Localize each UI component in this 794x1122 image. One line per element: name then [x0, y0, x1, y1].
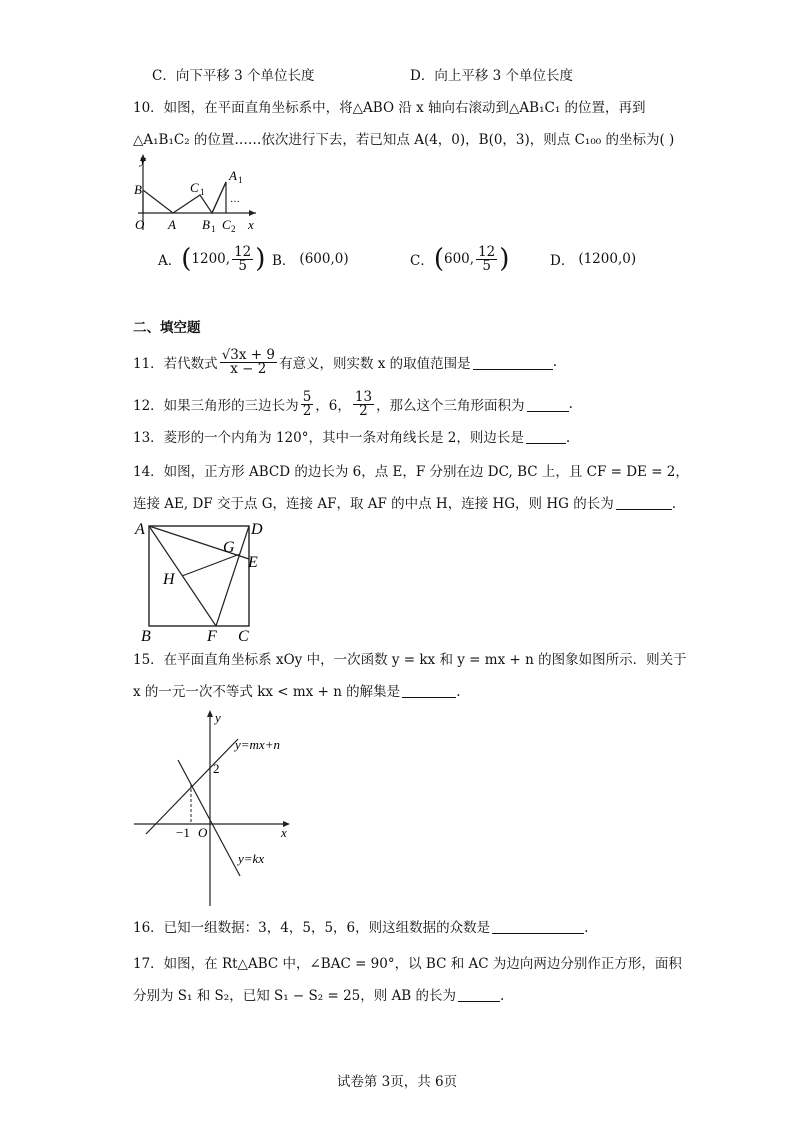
- q15-label-2: 2: [213, 761, 220, 776]
- svg-text:2: 2: [231, 224, 236, 234]
- q12-answer-blank[interactable]: [527, 397, 569, 412]
- q15-label-line-mn: y=mx+n: [235, 737, 280, 752]
- q10-option-c: C． ( 600, $\frac{12}{5}$ ): [410, 243, 510, 274]
- q10-label-a1: A: [229, 168, 237, 183]
- q16-answer-blank[interactable]: [492, 919, 584, 934]
- q15-answer-blank[interactable]: [402, 683, 456, 698]
- section-title-fill-in: 二、填空题: [133, 320, 201, 336]
- q15-text-line1: 15．在平面直角坐标系 xOy 中，一次函数 y = kx 和 y = mx + n 的图象如图所示．则关于: [133, 652, 687, 668]
- q10-label-a: A: [168, 217, 176, 232]
- q13-text: 13．菱形的一个内角为 120°，其中一条对角线长是 2，则边长是 .: [133, 430, 571, 446]
- q10-label-y: y: [140, 152, 146, 167]
- q14-text-line2: 连接 AE, DF 交于点 G，连接 AF，取 AF 的中点 H，连接 HG，则 HG 的长为 .: [133, 496, 676, 512]
- q10-label-b1: B: [202, 217, 210, 232]
- q10-text-line1: 10．如图，在平面直角坐标系中，将△ABO 沿 x 轴向右滚动到△AB₁C₁ 的位置，再到: [133, 100, 646, 116]
- q10-option-b: B． (600,0): [272, 251, 349, 269]
- q14-label-g: G: [223, 539, 235, 556]
- q14-text-line1: 14．如图，正方形 ABCD 的边长为 6，点 E，F 分别在边 DC, BC 上，且 CF = DE = 2，: [133, 464, 689, 480]
- q15-label-x: x: [281, 825, 287, 840]
- q14-label-f: F: [207, 628, 217, 644]
- svg-text:1: 1: [211, 224, 216, 234]
- q10-label-x: x: [248, 217, 254, 232]
- q12-text: 12．如果三角形的三边长为 $\frac{5}{2}$ ，6， $\frac{13}{2}$ ，那么这个三角形面积为 .: [133, 388, 573, 419]
- svg-text:1: 1: [200, 187, 205, 197]
- q11-answer-blank[interactable]: [473, 355, 553, 370]
- q14-label-d: D: [251, 521, 263, 538]
- q10-label-c2: C: [222, 217, 231, 232]
- svg-text:1: 1: [238, 175, 243, 185]
- page-footer: 试卷第 3页，共 6页: [336, 1074, 458, 1090]
- q17-text-line2: 分别为 S₁ 和 S₂，已知 S₁ − S₂ = 25，则 AB 的长为 .: [133, 988, 505, 1004]
- q14-label-e: E: [248, 554, 258, 571]
- q13-answer-blank[interactable]: [526, 429, 566, 444]
- q10-label-c1: C: [190, 180, 199, 195]
- q16-text: 16．已知一组数据：3，4，5，5，6，则这组数据的众数是 .: [133, 920, 589, 936]
- q14-label-a: A: [135, 521, 145, 538]
- q15-line-kx: [178, 760, 240, 876]
- q11-text: 11．若代数式 $\frac{√3x + 9}{x - 2}$ 有意义，则实数 x 的取值范围是 .: [133, 346, 557, 377]
- q9-option-c: C．向下平移 3 个单位长度: [152, 68, 315, 84]
- q17-answer-blank[interactable]: [458, 987, 500, 1002]
- q10-label-dots: …: [230, 194, 240, 205]
- q10-label-o: O: [135, 217, 145, 232]
- q15-label-line-k: y=kx: [238, 851, 265, 866]
- q10-option-d: D． (1200,0): [550, 251, 637, 269]
- q15-figure: [130, 706, 300, 912]
- q17-text-line1: 17．如图，在 Rt△ABC 中，∠BAC = 90°，以 BC 和 AC 为边向两边分别作正方形，面积: [133, 956, 682, 972]
- q14-label-b: B: [141, 628, 151, 644]
- q14-label-c: C: [238, 628, 249, 644]
- q15-text-line2: x 的一元一次不等式 kx < mx + n 的解集是 .: [133, 684, 461, 700]
- q14-label-h: H: [163, 571, 175, 588]
- q10-option-a: A． ( 1200, $\frac{12}{5}$ ): [158, 243, 266, 274]
- q15-label-o: O: [198, 825, 208, 840]
- q14-segment-hg: [182, 554, 240, 576]
- q14-figure: [130, 516, 270, 644]
- q10-text-line2: △A₁B₁C₂ 的位置……依次进行下去，若已知点 A(4，0)，B(0，3)，则点 C₁₀₀ 的坐标为( ): [133, 132, 675, 148]
- q10-figure: [128, 150, 268, 235]
- q14-answer-blank[interactable]: [616, 495, 672, 510]
- q9-option-d: D．向上平移 3 个单位长度: [410, 68, 573, 84]
- q10-label-b: B: [134, 182, 142, 197]
- q10-x-arrow: [249, 210, 256, 216]
- q15-label-y: y: [215, 710, 221, 725]
- q15-label-neg1: −1: [176, 825, 190, 840]
